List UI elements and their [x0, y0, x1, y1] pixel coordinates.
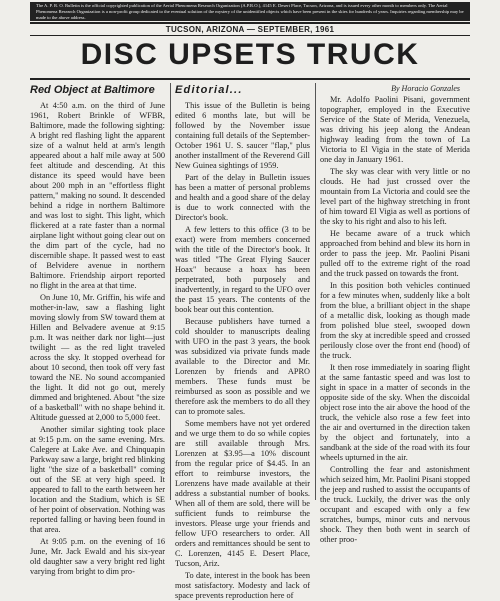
main-headline: DISC UPSETS TRUCK [80, 38, 420, 71]
article-paragraph: Another similar sighting took place at 9:15 p.m. on the same evening. Mrs. Calegere at Lake Ave. and Chinquapin Parkway saw a large, bright red blinking light "the size of a basketball" coming out of the SE at very high speed. It appeared to fall to the earth between her location and the Stadium, which is SE of her point of observation. Nothing was reported falling or having been found in that area. [30, 425, 165, 534]
article-paragraph: On June 10, Mr. Griffin, his wife and mother-in-law, saw a flashing light moving slowly from SW toward them at Hillen and Belvadere avenue at 9:15 p.m. It was neither dark nor light—just twilight — as the red light traveled across the sky. It stopped overhead for about 10 second, then took off very fast toward the NE. No sound accompanied the light. It did not go out, merely dimmed and brightened. About "the size of a basketball" with no shape behind it. Altitude guessed at 2,000 to 5,000 feet. [30, 293, 165, 422]
article-paragraph: Mr. Adolfo Paolini Pisani, government topographer, employed in the Executive Service of the State of Merida, Venezuela, was driving his jeep along the Andean highway leading from the town of La Victoria to El Vigia in the state of Merida one day in January 1961. [320, 95, 470, 164]
article-paragraph: The sky was clear with very little or no clouds. He had just crossed over the mountain from La Victoria and could see the level part of the highway stretching in front of him toward El Vigia as well as portions of the sky to his right and also to his left. [320, 167, 470, 226]
column-editorial [175, 83, 310, 600]
editorial-paragraph: Because publishers have turned a cold shoulder to manuscripts dealing with UFO in the past 3 years, the book was subsidized via private funds made available to the Director and Mr. Lorenzen by friends and APRO members. These funds must be reimbursed as soon as possible and we therefore ask the members to do all they can to promote sales. [175, 317, 310, 416]
column-disc-article [320, 83, 470, 544]
column-divider-2 [315, 83, 316, 500]
editorial-paragraph: Some members have not yet ordered and we urge them to do so while copies are still available through Mrs. Lorenzen at $3.95—a 10% discount from the regular price of $4.45. In an effort to reimburse investors, the Lorenzens have made available at their address a substantial number of books. When all of them are sold, there will be sufficient funds to reimburse the investors. Please urge your friends and fellow UFO researchers to order. All orders and remittances should be sent to C. Lorenzen, 4145 E. Desert Place, Tucson, Ariz. [175, 419, 310, 568]
publication-notice: The A. P. R. O. Bulletin is the official copyrighted publication of the Aerial Phenomena Research Organization (A.P.R.O.), 4145 E. Desert Place, Tucson, Arizona, and is issued every other month to members only. The Aerial Phenomena Research Organization is a non-profit group dedicated to the eventual solution of the mystery of the unidentified objects which have been present in the skies for hundreds of years. Inquiries regarding membership may be made to the above address. [30, 2, 470, 21]
article-paragraph: In this position both vehicles continued for a few minutes when, suddenly like a bolt from the blue, a brilliant object in the shape of a metallic disk, looking as though made from polished blue steel, swooped down from the sky at incredible speed and crossed perilously close over the front end (hood) of the truck. [320, 281, 470, 360]
article-paragraph: He became aware of a truck which approached from behind and blew its horn in order to pass the jeep. Mr. Paolini Pisani pulled off to the extreme right of the road and the truck passed on towards the front. [320, 229, 470, 278]
article-paragraph: At 9:05 p.m. on the evening of 16 June, Mr. Jack Ewald and his six-year old daughter saw a very bright red light varying from bright to dim pro- [30, 537, 165, 576]
header-rule-bottom [30, 78, 470, 80]
column-baltimore-article [30, 83, 165, 576]
editorial-paragraph: To date, interest in the book has been most satisfactory. Modesty and lack of space prevents reproduction here of [175, 571, 310, 600]
editorial-heading: Editorial... [175, 84, 243, 96]
article-byline: By Horacio Gonzales [391, 84, 460, 93]
editorial-paragraph: This issue of the Bulletin is being edited 6 months late, but will be followed by the November issue containing full details of the September-October 1961 U. S. saucer "flap," plus another installment of the Reverend Gill New Guinea sightings of 1959. [175, 101, 310, 170]
article-paragraph: Controlling the fear and astonishment which seized him, Mr. Paolini Pisani stopped the jeep and rushed to assist the occupants of the truck. Luckily, the driver was the only occupant and escaped with only a few scratches, bumps, minor cuts and nervous shock. They then both went in search of other proo- [320, 465, 470, 544]
editorial-paragraph: A few letters to this office (3 to be exact) were from members concerned with the title of the Director's book. It was titled "The Great Flying Saucer Hoax" because a hoax has been perpetrated, both purposely and inadvertently, in regard to the UFO over the past 15 years. The contents of the book bear out this contention. [175, 225, 310, 314]
article-paragraph: It then rose immediately in soaring flight at the same fantastic speed and was lost to sight in space in a matter of seconds in the opposite side of the sky. When the discoidal object rose into the air above the hood of the truck, the vehicle also rose a few feet into the air and overturned in the direction taken by the object and fortunately, into a sandbank at the side of the road with its four wheels upturned in the air. [320, 363, 470, 462]
dateline: TUCSON, ARIZONA — SEPTEMBER, 1961 [165, 25, 335, 34]
article-paragraph: At 4:50 a.m. on the third of June 1961, Robert Brinkle of WFBR, Baltimore, made the following sighting: A bright red flashing light the apparent size of a walnut held at arm's length appeared about a half mile away at 500 feet altitude and descending. At this distance its speed would have been about 200 mph in an "effortless flight pattern," making no sound. It descended behind a ridge in northern Baltimore and was lost to sight. This light, which flickered at a rate faster than a normal airplane light without going clear out on the dim part of the cycle, had no discernible shape. It passed west to east of Belvidere avenue in northern Baltimore. Friendship airport reported no flight in the area at that time. [30, 101, 165, 290]
column-divider-1 [170, 83, 171, 500]
article-heading-baltimore: Red Object at Baltimore [30, 84, 155, 96]
editorial-paragraph: Part of the delay in Bulletin issues has been a matter of personal problems and health and a good share of the delay is due to work connected with the Director's book. [175, 173, 310, 222]
header-rule-top [30, 22, 470, 24]
